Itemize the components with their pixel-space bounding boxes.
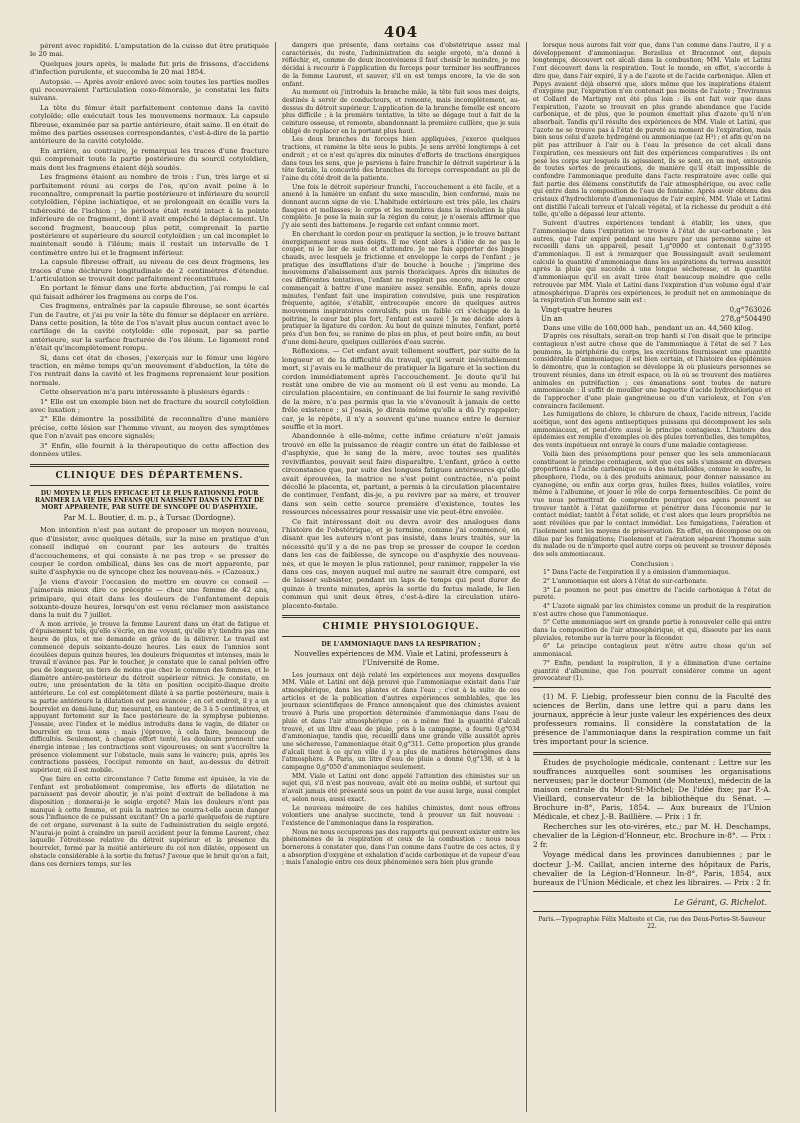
- footnote: (1) M. F. Liebig, professeur bien connu de la Faculté des sciences de Berlin, dans une lettre qui a paru dans les journaux, apprécie à leur juste valeur les expériences des deux professeurs romains. Il considère la constatation de la présence de l'ammoniaque dans la respiration comme un fait très important pour la science.: [533, 691, 771, 747]
- col1-top-text: [30, 42, 269, 459]
- paragraph: Je viens d'avoir l'occasion de mettre en œuvre ce conseil — j'aimerais mieux dire ce précepte — chez une femme de 42 ans, primipare, qui était dans les douleurs de l'enfantement depuis soixante-douze heures, lorsqu'on est venu réclamer mon assistance dans la nuit du 7 juillet.: [30, 577, 269, 620]
- paragraph: 4° L'azote signalé par les chimistes comme un produit de la respiration n'est autre chose que l'ammoniaque.: [533, 602, 771, 618]
- paragraph: Les fragmens étaient au nombre de trois : l'un, très large et si parfaitement réuni au corps de l'os, qu'on avait peine à le reconnaître, comprenait la partie postérieure et inférieure du sourcil cotyloïdien, l'épine ischiatique, et se prolongeait en écaille vers la tubérosité de l'ischion ; le périoste était resté intact à la pointe inférieure de ce fragment, dont il avait empêché le déplacement. Un second fragment, beaucoup plus petit, comprenait la partie postérieure et supérieure du sourcil cotyloïdien ; un cal incomplet le maintenait soudé à l'iléum; mais il restait un intervalle de 1 centimètre entre lui et le fragment inférieur.: [30, 173, 269, 257]
- ads-rule: [533, 752, 771, 755]
- column-1: [24, 42, 275, 1112]
- paragraph: A mon arrivée, je trouve la femme Laurent dans un état de fatigue et d'épuisement tels, qu'elle s'écrie, en me voyant, qu'elle n'y tiendra pas une heure de plus, et me demande en grâce de la délivrer. Le travail est commencé depuis soixante-douze heures. Les eaux de l'amnios sont écoulées depuis quinze heures, les douleurs fréquentes et intenses, mais le travail n'avance pas. Par le toucher, je constate que le canal pelvien offre peu de longueur, un tiers de moins que chez le commun des femmes, et le diamètre antéro-postérieur du détroit supérieur rétréci. Je constate, en outre, une présentation de la tête en position occipito-iliaque droite antérieure. Le col est complètement dilaté à sa partie postérieure, mais à sa partie antérieure la dilatation est peu avancée ; en cet endroit, il y a un bourrelet en demi-lune, dur, mesurant, en hauteur, de 3 à 5 centimètres, et appuyant fortement sur la face postérieure de la symphyse pubienne. J'essaie, avec l'index et le médius introduits dans le vagin, de dilater ce bourrelet en tous sens ; mais j'éprouve, à cela faire, beaucoup de difficultés. Seulement, à chaque effort tenté, les douleurs prennent une énergie intense ; les contractions sont vigoureuses; on sent s'accroître la présence violemment sur l'obstacle, mais sans le vaincre; puis, après les contractions passées, l'occiput remonte en haut, au-dessus du détroit supérieur, où il est mobile.: [30, 620, 269, 775]
- paragraph: D'après ces résultats, serait-on trop hardi si l'on disait que le principe contagieux n'est autre chose que de l'ammoniaque à l'état de sel ? Les poumons, la périphérie du corps, les excrétions fournissent une quantité considérable d'ammoniaque; il est bien certain, et l'histoire des épidémies le démontre, que la contagion se développe là où plusieurs personnes se trouvent réunies, dans un étroit espace, où là où se trouvent des matières animales en putréfaction ; ces émanations sont toutes de nature ammoniacale : il suffit de mouiller une baguette d'acide hydrochlorique et de l'approcher d'une plaie gangréneuse ou d'un varioleux, et l'on s'en convaincra facilement.: [533, 333, 771, 410]
- column-3: [526, 42, 777, 1112]
- paragraph: Réflexions. — Cet enfant avait tellement souffert, par suite de la longueur et de la difficulté du travail, qu'il serait inévitablement mort, si j'avais eu le malheur de pratiquer la ligature et la section du cordon immédiatement après l'accouchement. Je doute qu'il lui restât une ombre de vie au moment où il est venu au monde. La circulation placentaire, en continuant de lui fournir le sang revivifié de la mère, n'a pas permis que la vie s'évanouît à jamais de cette frêle existence ; si j'osais, je dirais même qu'elle a dû l'y rappeler; car, je le répète, il n'y a souvent qu'une nuance entre le dernier souffle et la mort.: [282, 347, 520, 432]
- table-row: [533, 306, 771, 315]
- printer-rule: [533, 911, 771, 912]
- col3-text-b: [533, 333, 771, 558]
- paragraph: pérent avec rapidité. L'amputation de la cuisse dut être pratiquée le 20 mai.: [30, 42, 269, 59]
- col1-bottom-text: [30, 526, 269, 619]
- paragraph: Études de psychologie médicale, contenant : Lettre sur les souffrances auxquelles sont soumises les organisations nerveuses; par le docteur Dumont (de Monteux), médecin de la maison centrale du Mont-St-Michel; De l'idée fixe; par P.-A. Vieillard, conservateur de la bibliothèque du Sénat. — Brochure in-8°, Paris, 1854. — Aux bureaux de l'Union Médicale, et chez J.-B. Baillière. — Prix : 1 fr.: [533, 757, 771, 822]
- paragraph: En portant le fémur dans une forte abduction, j'ai rompu le cal qui faisait adhérer les fragmens au corps de l'os.: [30, 284, 269, 301]
- section-title-clinique: CLINIQUE DES DÉPARTEMENS.: [55, 470, 244, 481]
- paragraph: 7° Enfin, pendant la respiration, il y a élimination d'une certaine quantité d'albumine, que l'on pourrait considérer comme un agent provocateur (1).: [533, 659, 771, 683]
- col3-text-a: [533, 42, 771, 305]
- signature: Le Gérant, G. Richelot.: [673, 897, 767, 907]
- section-rule: [30, 485, 269, 486]
- paragraph: Ce fait intéressant doit ou devra avoir des analogues dans l'histoire de l'obstétrique, et je termine, comme j'ai commencé, en disant que les auteurs n'ont pas insisté, dans leurs traités, sur la nécessité qu'il y a de ne pas trop se presser de couper le cordon dans les cas de faiblesse, de syncope ou d'asphyxie des nouveau-nés, et que le moyen le plus rationnel, pour ranimer, rappeler la vie dans ces cas, moyen auquel nul autre ne saurait être comparé, est de laisser subsister, pendant un laps de temps qui peut durer de quinze à trente minutes, après la sortie du fœtus malade, le lien commun qui unit deux êtres, c'est-à-dire la circulation utéro-placento-fœtale.: [282, 517, 520, 610]
- ads: [533, 758, 771, 887]
- col2-main-text: [282, 347, 520, 610]
- paragraph: Que faire en cette circonstance ? Cette femme est épuisée, la vie de l'enfant est probablement compromise, les efforts de dilatation ne paraissent pas devoir aboutir, je n'ai point d'extrait de belladone à ma disposition ; donnerai-je le seigle ergoté? Mais les douleurs n'ont pas manqué à cette femme, et puis la matrice ne courra-t-elle aucun danger sous l'influence de ce puissant excitant? On a parlé quelquefois de rupture de cet organe, survenant à la suite de l'administration du seigle ergoté. N'aurai-je point à craindre un pareil accident pour la femme Laurent, chez laquelle l'étroitesse relative du détroit supérieur et la présence du bourrelet, formé par la moitié antérieure du col non dilatée, opposent un obstacle considérable à la sortie du fœtus? J'avoue que le bruit qu'on a fait, dans ces derniers temps, sur les: [30, 775, 269, 868]
- paragraph: Autopsie. — Après avoir enlevé avec soin toutes les parties molles qui recouvraient l'articulation coxo-fémorale, je constatai les faits suivans.: [30, 77, 269, 103]
- article-subtitle: DU MOYEN LE PLUS EFFICACE ET LE PLUS RATIONNEL POUR RANIMER LA VIE DES ENFANS QUI NAISSENT DANS UN ÉTAT DE MORT APPARENTE, PAR SUITE DE SYNCOPE OU D'ASPHYXIE.: [35, 489, 264, 512]
- paragraph: Les journaux ont déjà relaté les expériences aux moyens desquelles MM. Viale et Latini ont déjà prouvé que l'ammoniaque existait dans l'air atmosphérique, dans les plantes et dans l'eau ; c'est à la suite de ces articles et de la publication d'autres expériences semblables, que les journaux scientifiques de France annonçaient que des chimistes avaient trouvé à Paris une proportion déterminée d'ammoniaque dans l'eau de pluie et dans l'air atmosphérique ; on a même fixé la quantité d'alcali trouvé, et un litre d'eau de pluie, pris à la campagne, a fourni 0,g°034 d'ammoniaque, tandis que, recueilli dans une grande ville aussitôt après une sécheresse, l'ammoniaque était 0,g°311. Cette proportion plus grande d'alcali tient à ce qu'en ville il y a plus de matières hétérogènes dans l'atmosphère. A Paris, un litre d'eau de pluie a donné 0,g°138, et à la campagne 0,g°050 d'ammoniaque seulement.: [282, 671, 520, 772]
- paragraph: Cette observation m'a paru intéressante à plusieurs égards :: [40, 388, 250, 397]
- paragraph: Recherches sur les oto-viréres, etc.; par M. H. Deschamps, chevalier de la Légion-d'Honneur, etc. Brochure in-8°. — Prix : 2 fr.: [533, 822, 771, 850]
- paragraph: 3° Le poumon ne peut pas émettre de l'acide carbonique à l'état de pureté.: [533, 586, 771, 602]
- table-label: Un an: [541, 314, 563, 323]
- table-row: [533, 315, 771, 324]
- paragraph: Voyage médical dans les provinces danubiennes ; par le docteur J.-M. Caillat, ancien interne des hôpitaux de Paris, chevalier de la Légion-d'Honneur. In-8°, Paris, 1854, aux bureaux de l'Union Médicale, et chez les libraires. — Prix : 2 fr.: [533, 850, 771, 887]
- paragraph: Ces fragmens, entraînés par la capsule fibreuse, se sont écartés l'un de l'autre, et j'ai pu voir la tête du fémur se déplacer en arrière. Dans cette position, la tête de l'os n'avait plus aucun contact avec le cartilage de la cavité cotyloïde: elle reposait, par sa partie antérieure, sur la surface fracturée de l'os iléum. Le ligament rond n'était qu'incomplètement rompu.: [30, 302, 269, 353]
- table-note: Dans une ville de 160,000 hab., pendant un an. 44,560 kilog.: [543, 323, 754, 332]
- paragraph: dangers que présente, dans certains cas d'obstétrique assez mal caractérisés, du reste, l'administration du seigle ergoté, m'a donné à réfléchir, et, comme de deux inconvéniens il faut choisir le moindre, je me décidai à recourir à l'application du forceps pour terminer les souffrances de la femme Laurent, et sauver, s'il en est temps encore, la vie de son enfant.: [282, 42, 520, 88]
- section-rule: [282, 615, 520, 618]
- printer-line: Paris.—Typographie Félix Malteste et Cie, rue des Deux-Portes-St-Sauveur 22.: [538, 915, 766, 931]
- ammonia-table: [533, 306, 771, 332]
- conclusion-title: Conclusion :: [630, 559, 674, 568]
- paragraph: 6° Le principe contagieux peut n'être autre chose qu'un sel ammoniacal.: [533, 643, 771, 659]
- paragraph: Le nouveau mémoire de ces habiles chimistes, dont nous offrons volontiers une analyse succincte, tend à prouver un fait nouveau : l'existence de l'ammoniaque dans la respiration.: [282, 804, 520, 827]
- paragraph: Nous ne nous occuperons pas des rapports qui peuvent exister entre les phénomènes de la respiration et ceux de la combustion : nous nous bornerons à constater que, dans l'un comme dans l'autre de ces actes, il y a absorption d'oxygène et exhalation d'acide carbonique et de vapeur d'eau ; mais l'analogie entre ces deux phénomènes sera bien plus grande: [282, 828, 520, 867]
- column-2: [275, 42, 526, 1112]
- footnote-rule: [533, 687, 771, 688]
- table-value: 278,g°504490: [720, 314, 771, 323]
- article-byline: Par M. L. Boutier, d. m. p., à Tursac (Dordogne).: [63, 513, 236, 522]
- paragraph: En arrière, au contraire, je remarquai les traces d'une fracture qui comprenait toute la partie postérieure du sourcil cotyloïdien, mais dont les fragmens étaient déjà soudés.: [30, 146, 269, 172]
- col2-small-text: [282, 42, 520, 346]
- section-title-chimie: CHIMIE PHYSIOLOGIQUE.: [322, 622, 480, 633]
- section-rule: [30, 464, 269, 467]
- paragraph: Voilà bien des présomptions pour penser que les sels ammoniacaux constituent le principe contagieux, soit que ces sels s'unissent en diverses proportions à l'acide carbonique ou à des métalloïdes, comme le soufre, le phosphore, l'iode, ou à des produits animaux, pour donner naissance au cyanogène, ou enfin aux corps gras, huiles fixes, huiles volatiles, voire même à l'albumine, et jouer le rôle de corps fermentescibles. Ce point de vue nous permettrait de comprendre pourquoi ces agens peuvent se trouver tantôt à l'état gazéiforme et pénétrer dans l'économie par le contact médiat; tantôt à l'état solide, et c'est alors que leurs propriétés ne sont révélées que par le contact immédiat. Les fumigations, l'aération et l'isolement sont les moyens de préservation. En effet, on décompose ou on dilue par les fumigations; l'isolement et l'aération séparent l'homme sain du malade ou de n'importe quel autre corps où peuvent se trouver déposés des sels ammoniacaux.: [533, 450, 771, 558]
- article-subtitle: DE L'AMMONIAQUE DANS LA RESPIRATION ;: [321, 641, 481, 649]
- paragraph: 2° L'ammoniaque est alors à l'état de sur-carbonate.: [543, 577, 708, 585]
- paragraph: Une fois le détroit supérieur franchi, l'accouchement a été facile, et a amené à la lumière un enfant du sexe masculin, bien conformé, mais ne donnant aucun signe de vie. L'habitude extérieure est très pâle, les chairs flasques et mollasses; le corps et les membres dans la résolution la plus complète. Je pose la main sur la région du cœur, je n'oserais affirmer que j'y aie senti des battemens. Je regarde cet enfant comme mort.: [282, 183, 520, 230]
- paragraph: 2° Elle démontre la possibilité de reconnaître d'une manière précise, cette lésion sur l'homme vivant, au moyen des symptômes que l'on n'avait pas encore signalés;: [30, 415, 269, 441]
- paragraph: En cherchant le cordon pour en pratiquer la section, je le trouve battant énergiquement sous mes doigts. Il me vient alors à l'idée de ne pas le couper, ni le lier de suite et d'attendre. Je me fais apporter des linges chauds, avec lesquels je frictionne et enveloppe le corps de l'enfant ; je pratique des insufflations d'air de bouche à bouche ; j'imprime des mouvemens d'abaissement aux parois thoraciques. Après dix minutes de ces différentes tentatives, l'enfant ne respirait pas encore, mais le cœur commençait à battre d'une manière assez sensible. Enfin, après douze minutes, l'enfant fait une inspiration convulsive, puis une respiration fréquente, agitée, s'établit, entrecoupée encore de quelques autres mouvemens inspiratoires convulsifs; puis un faible cri s'échappe de la poitrine, le cœur bat plus fort, l'enfant est sauvé ! Je me décide alors à pratiquer la ligature du cordon. Au bout de quinze minutes, l'enfant, porté près d'un bon feu, se ranime de plus en plus, et peut boire enfin, au bout d'une demi-heure, quelques cuillerées d'eau sucrée.: [282, 230, 520, 346]
- paragraph: MM. Viale et Latini ont donc appelé l'attention des chimistes sur un sujet qui, s'il n'est pas nouveau, avait été au moins oublié, et surtout qui n'avait jamais été présenté sous un point de vue aussi large, aussi complet et, selon nous, aussi exact.: [282, 772, 520, 803]
- col1-small-text: [30, 621, 269, 869]
- paragraph: 5° Cette ammoniaque sert en grande partie à renouveler celle qui entre dans la composition de l'air atmosphérique, et qui, dissoute par les eaux pluviales, retombe sur la terre pour la féconder.: [533, 619, 771, 642]
- paragraph: 3° Enfin, elle fournit à la thérapeutique de cette affection des données utiles.: [30, 441, 269, 459]
- paragraph: Quelques jours après, le malade fut pris de frissons, d'accidens d'infection purulente, et succomba le 20 mai 1854.: [30, 59, 269, 77]
- page-number: 404: [383, 23, 419, 41]
- paragraph: Abandonnée à elle-même, cette infime créature n'eût jamais trouvé en elle la puissance de réagir contre un état de faiblesse et d'asphyxie, que le sang de la mère, avec toutes ses qualités revivifiantes, pouvait seul faire disparaître. L'enfant, grâce à cette circonstance que, par suite des longues fatigues antérieures qu'elle avait éprouvées, la matrice ne s'est point contractée, n'a point décollé le placenta, et, partant, a permis à la circulation placentaire de continuer, l'enfant, dis-je, a pu revivre par sa mère, et trouver dans son sein cette source première d'existence, toutes les ressources nécessaires pour ressaisir une vie peut-être envolée.: [282, 432, 520, 517]
- table-label: Vingt-quatre heures: [541, 305, 613, 314]
- article-byline: Nouvelles expériences de MM. Viale et Latini, professeurs à l'Université de Rome.: [294, 650, 508, 668]
- paragraph: Au moment où j'introduis la branche mâle, la tête fuit sous mes doigts, destinés à servir de conducteurs, et remonte, mais incomplètement, au-dessus du détroit supérieur. L'application de la branche femelle est encore plus difficile ; à la première tentative, la tête se dégage tout à fait de la ceinture osseuse, et remonte, abandonnant la première cuillère, que je suis obligé de replacer en la portant plus haut.: [282, 89, 520, 135]
- paragraph: Les deux branches du forceps bien appliquées, j'exerce quelques tractions, et ramène la tête sous le pubis. Je sens arrêté longtemps à cet endroit ; et ce n'est qu'après dix minutes d'efforts de tractions énergiques dans tous les sens, que je parviens à faire franchir le détroit supérieur à la tête fœtale, la concavité des branches du forceps correspondant au pli de l'aine du côté droit de la patiente.: [282, 136, 520, 182]
- col2-end-text: [282, 672, 520, 868]
- paragraph: Les fumigations de chlore, le chlorure de chaux, l'acide nitreux, l'acide acétique, sont des agens antiseptiques puissans qui décomposent les sels ammoniacaux, et peut-être aussi le principe contagieux. L'histoire des épidémies est remplie d'exemples où des pluies torrentielles, des tempêtes, des vents impétueux ont enrayé le cours d'une maladie contagieuse.: [533, 411, 771, 450]
- paragraph: 1° Dans l'acte de l'expiration il y a émission d'ammoniaque.: [543, 569, 731, 577]
- paragraph: Si, dans cet état de choses, j'exerçais sur le fémur une légère traction, en même temps qu'un mouvement d'abduction, la tête de l'os rentrait dans la cavité et les fragmens reprenaient leur position normale.: [30, 353, 269, 387]
- paragraph: La tête du fémur était parfaitement contenue dans la cavité cotyloïde; elle exécutait tous les mouvemens normaux. La capsule fibreuse, examinée par sa partie antérieure, était saine. Il en était de même des parties osseuses correspondantes, c'est-à-dire de la partie antérieure de la cavité cotyloïde.: [30, 103, 269, 146]
- paragraph: La capsule fibreuse offrait, au niveau de ces deux fragmens, les traces d'une déchirure longitudinale de 2 centimètres d'étendue. L'articulation se trouvait donc parfaitement reconstituée.: [30, 258, 269, 283]
- table-value: 0,g°763026: [729, 305, 771, 314]
- columns: [24, 42, 778, 1112]
- paragraph: 1° Elle est un exemple bien net de fracture du sourcil cotyloïdien avec luxation ;: [30, 397, 269, 415]
- paragraph: Mon intention n'est pas autant de proposer un moyen nouveau, que d'insister, avec quelques détails, sur la mise en pratique d'un conseil indiqué en courant par les auteurs de traités d'accouchemens, et qui consiste à ne pas trop « se presser de couper le cordon ombilical, dans les cas de mort apparente, par suite d'asphyxie ou de syncope chez les nouveau-nés. » (Cazeaux.): [30, 526, 269, 577]
- paragraph: Suivent d'autres expériences tendant à établir, les unes, que l'ammoniaque dans l'expiration se trouve à l'état de sur-carbonate ; les autres, que l'air expiré pendant une heure par une personne saine et recueilli dans un appareil, pesait 1,g°0000 et contenait 0,g°3195 d'ammoniaque. Il est à remarquer que Boussingault avait seulement calculé la quantité d'ammoniaque dans les aspirations du terreau aussitôt après la pluie qui succède à une longue sécheresse, et la quantité d'ammoniaque qu'il en avait tirée était beaucoup moindre que celle retrouvée par MM. Viale et Latini dans l'expiration d'un volume égal d'air atmosphérique. D'après ces expériences, le produit net en ammoniaque de la respiration d'un homme sain est :: [533, 220, 771, 305]
- signature-rule: [533, 891, 771, 892]
- section-rule: [282, 636, 520, 637]
- paragraph: lorsque nous aurons fait voir que, dans l'un comme dans l'autre, il y a développement d'ammoniaque. Berzelius et Braconnot ont, depuis longtemps, découvert cet alcali dans la combustion; MM. Viale et Latini l'ont découvert dans la respiration. Tout le monde, en effet, s'accorde à dire que, dans l'air expiré, il y a de l'azote et de l'acide carbonique. Allen et Pepys avaient déjà observé que, alors même que les inspirations étaient d'oxygène pur, l'expiration n'en contenait pas moins de l'azote ; Treviranus et Collard de Martigny ont été plus loin : ils ont fait voir que dans l'expiration, l'azote se trouvait en plus grande abondance que l'acide carbonique, et de plus, que le poumon émettait plus d'azote qu'il n'en absorbait. Tandis qu'il résulte des expériences de MM. Viale et Latini, que l'azote ne se trouve pas à l'état de pureté au moment de l'expiration, mais bien sous celui d'azote hydrogéné ou ammoniaque (az H³) ; et afin qu'on ne pût pas attribuer à l'air ou à l'eau la présence de cet alcali dans l'expiration, ces messieurs ont fait des expériences comparatives : ils ont pesé les corps sur lesquels ils agissaient, ils se sont, en un mot, entourés de toutes sortes de précautions, de manière qu'il était impossible de confondre l'ammoniaque produite dans l'acte respiratoire avec celle qui fait partie des élémens constitutifs de l'air atmosphérique, ou avec celle qui entre dans la composition de l'eau de fontaine. Après avoir obtenu des cristaux d'hydrochlorate d'ammoniaque de l'air expiré, MM. Viale et Latini ont distillé l'alcali terreux et l'alcali végétal, et la richesse du produit a été telle, qu'elle a dépassé leur attente.: [533, 42, 771, 219]
- conclusions-list: [533, 569, 771, 683]
